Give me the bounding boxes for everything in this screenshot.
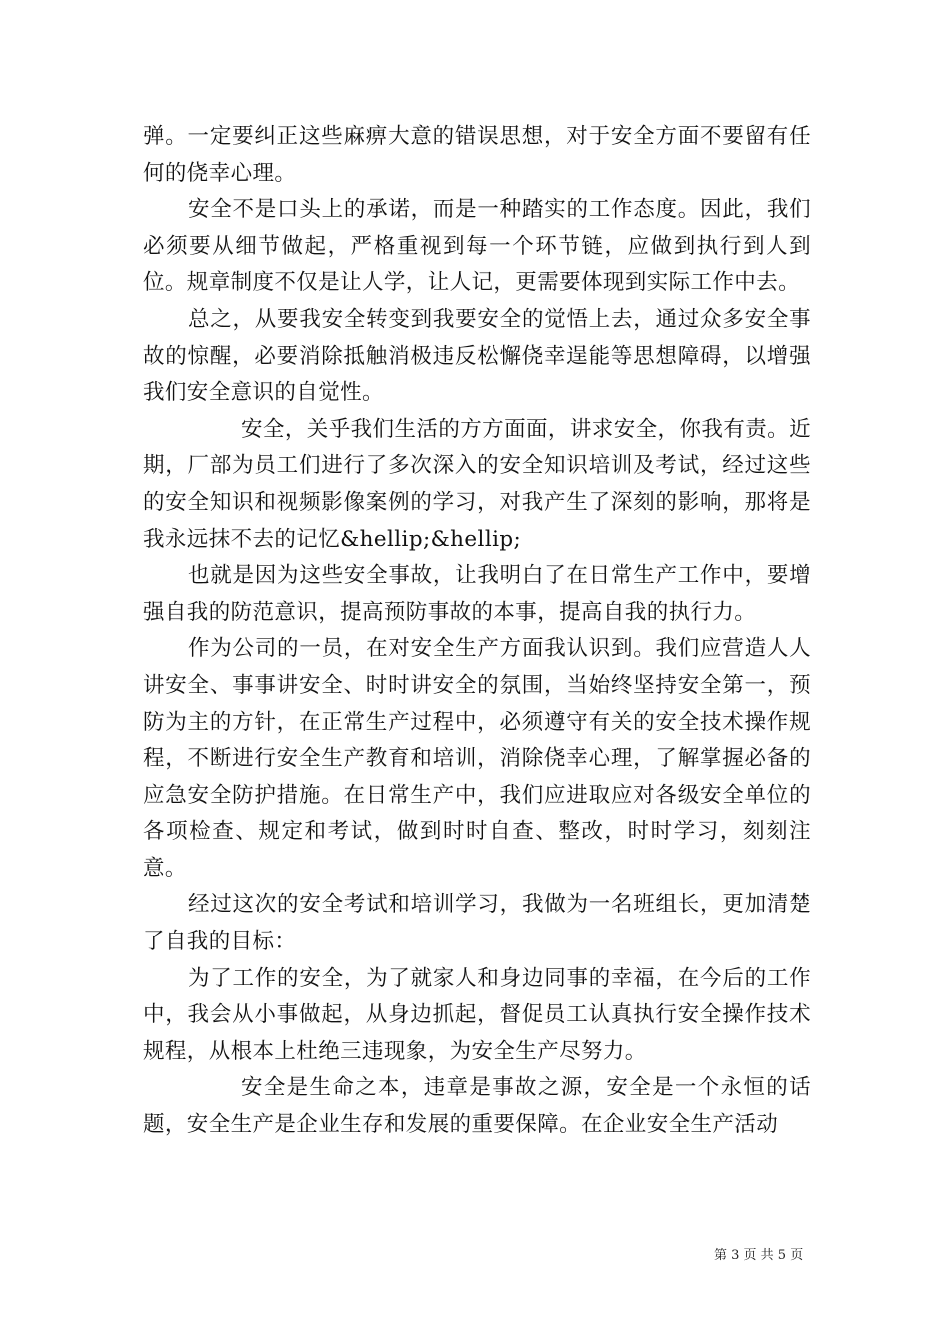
paragraph-9: 安全是生命之本，违章是事故之源，安全是一个永恒的话题，安全生产是企业生存和发展的重要保障。在企业安全生产活动 (143, 1075, 811, 1138)
page-number: 第 3 页 共 5 页 (714, 1248, 804, 1263)
paragraph-6: 作为公司的一员，在对安全生产方面我认识到。我们应营造人人讲安全、事事讲安全、时时讲安全的氛围，当始终坚持安全第一，预防为主的方针，在正常生产过程中，必须遵守有关的安全技术操作规程，不断进行安全生产教育和培训，消除侥幸心理，了解掌握必备的应急安全防护措施。在日常生产中，我们应进取应对各级安全单位的各项检查、规定和考试，做到时时自查、整改，时时学习，刻刻注意。 (143, 636, 811, 881)
paragraph-5: 也就是因为这些安全事故，让我明白了在日常生产工作中，要增强自我的防范意识，提高预防事故的本事，提高自我的执行力。 (143, 563, 811, 625)
paragraph-1: 弹。一定要纠正这些麻痹大意的错误思想，对于安全方面不要留有任何的侥幸心理。 (143, 124, 811, 186)
paragraph-2: 安全不是口头上的承诺，而是一种踏实的工作态度。因此，我们必须要从细节做起，严格重视到每一个环节链，应做到执行到人到位。规章制度不仅是让人学，让人记，更需要体现到实际工作中去。 (143, 197, 811, 296)
paragraph-8: 为了工作的安全，为了就家人和身边同事的幸福，在今后的工作中，我会从小事做起，从身边抓起，督促员工认真执行安全操作技术规程，从根本上杜绝三违现象，为安全生产尽努力。 (143, 965, 811, 1064)
paragraph-4: 安全，关乎我们生活的方方面面，讲求安全，你我有责。近期，厂部为员工们进行了多次深入的安全知识培训及考试，经过这些的安全知识和视频影像案例的学习，对我产生了深刻的影响，那将是我永远抹不去的记忆&hellip;&hellip; (143, 416, 811, 552)
paragraph-3: 总之，从要我安全转变到我要安全的觉悟上去，通过众多安全事故的惊醒，必要消除抵触消极违反松懈侥幸逞能等思想障碍，以增强我们安全意识的自觉性。 (143, 306, 811, 406)
paragraph-7: 经过这次的安全考试和培训学习，我做为一名班组长，更加清楚了自我的目标： (143, 892, 811, 955)
document-body (143, 119, 811, 1144)
